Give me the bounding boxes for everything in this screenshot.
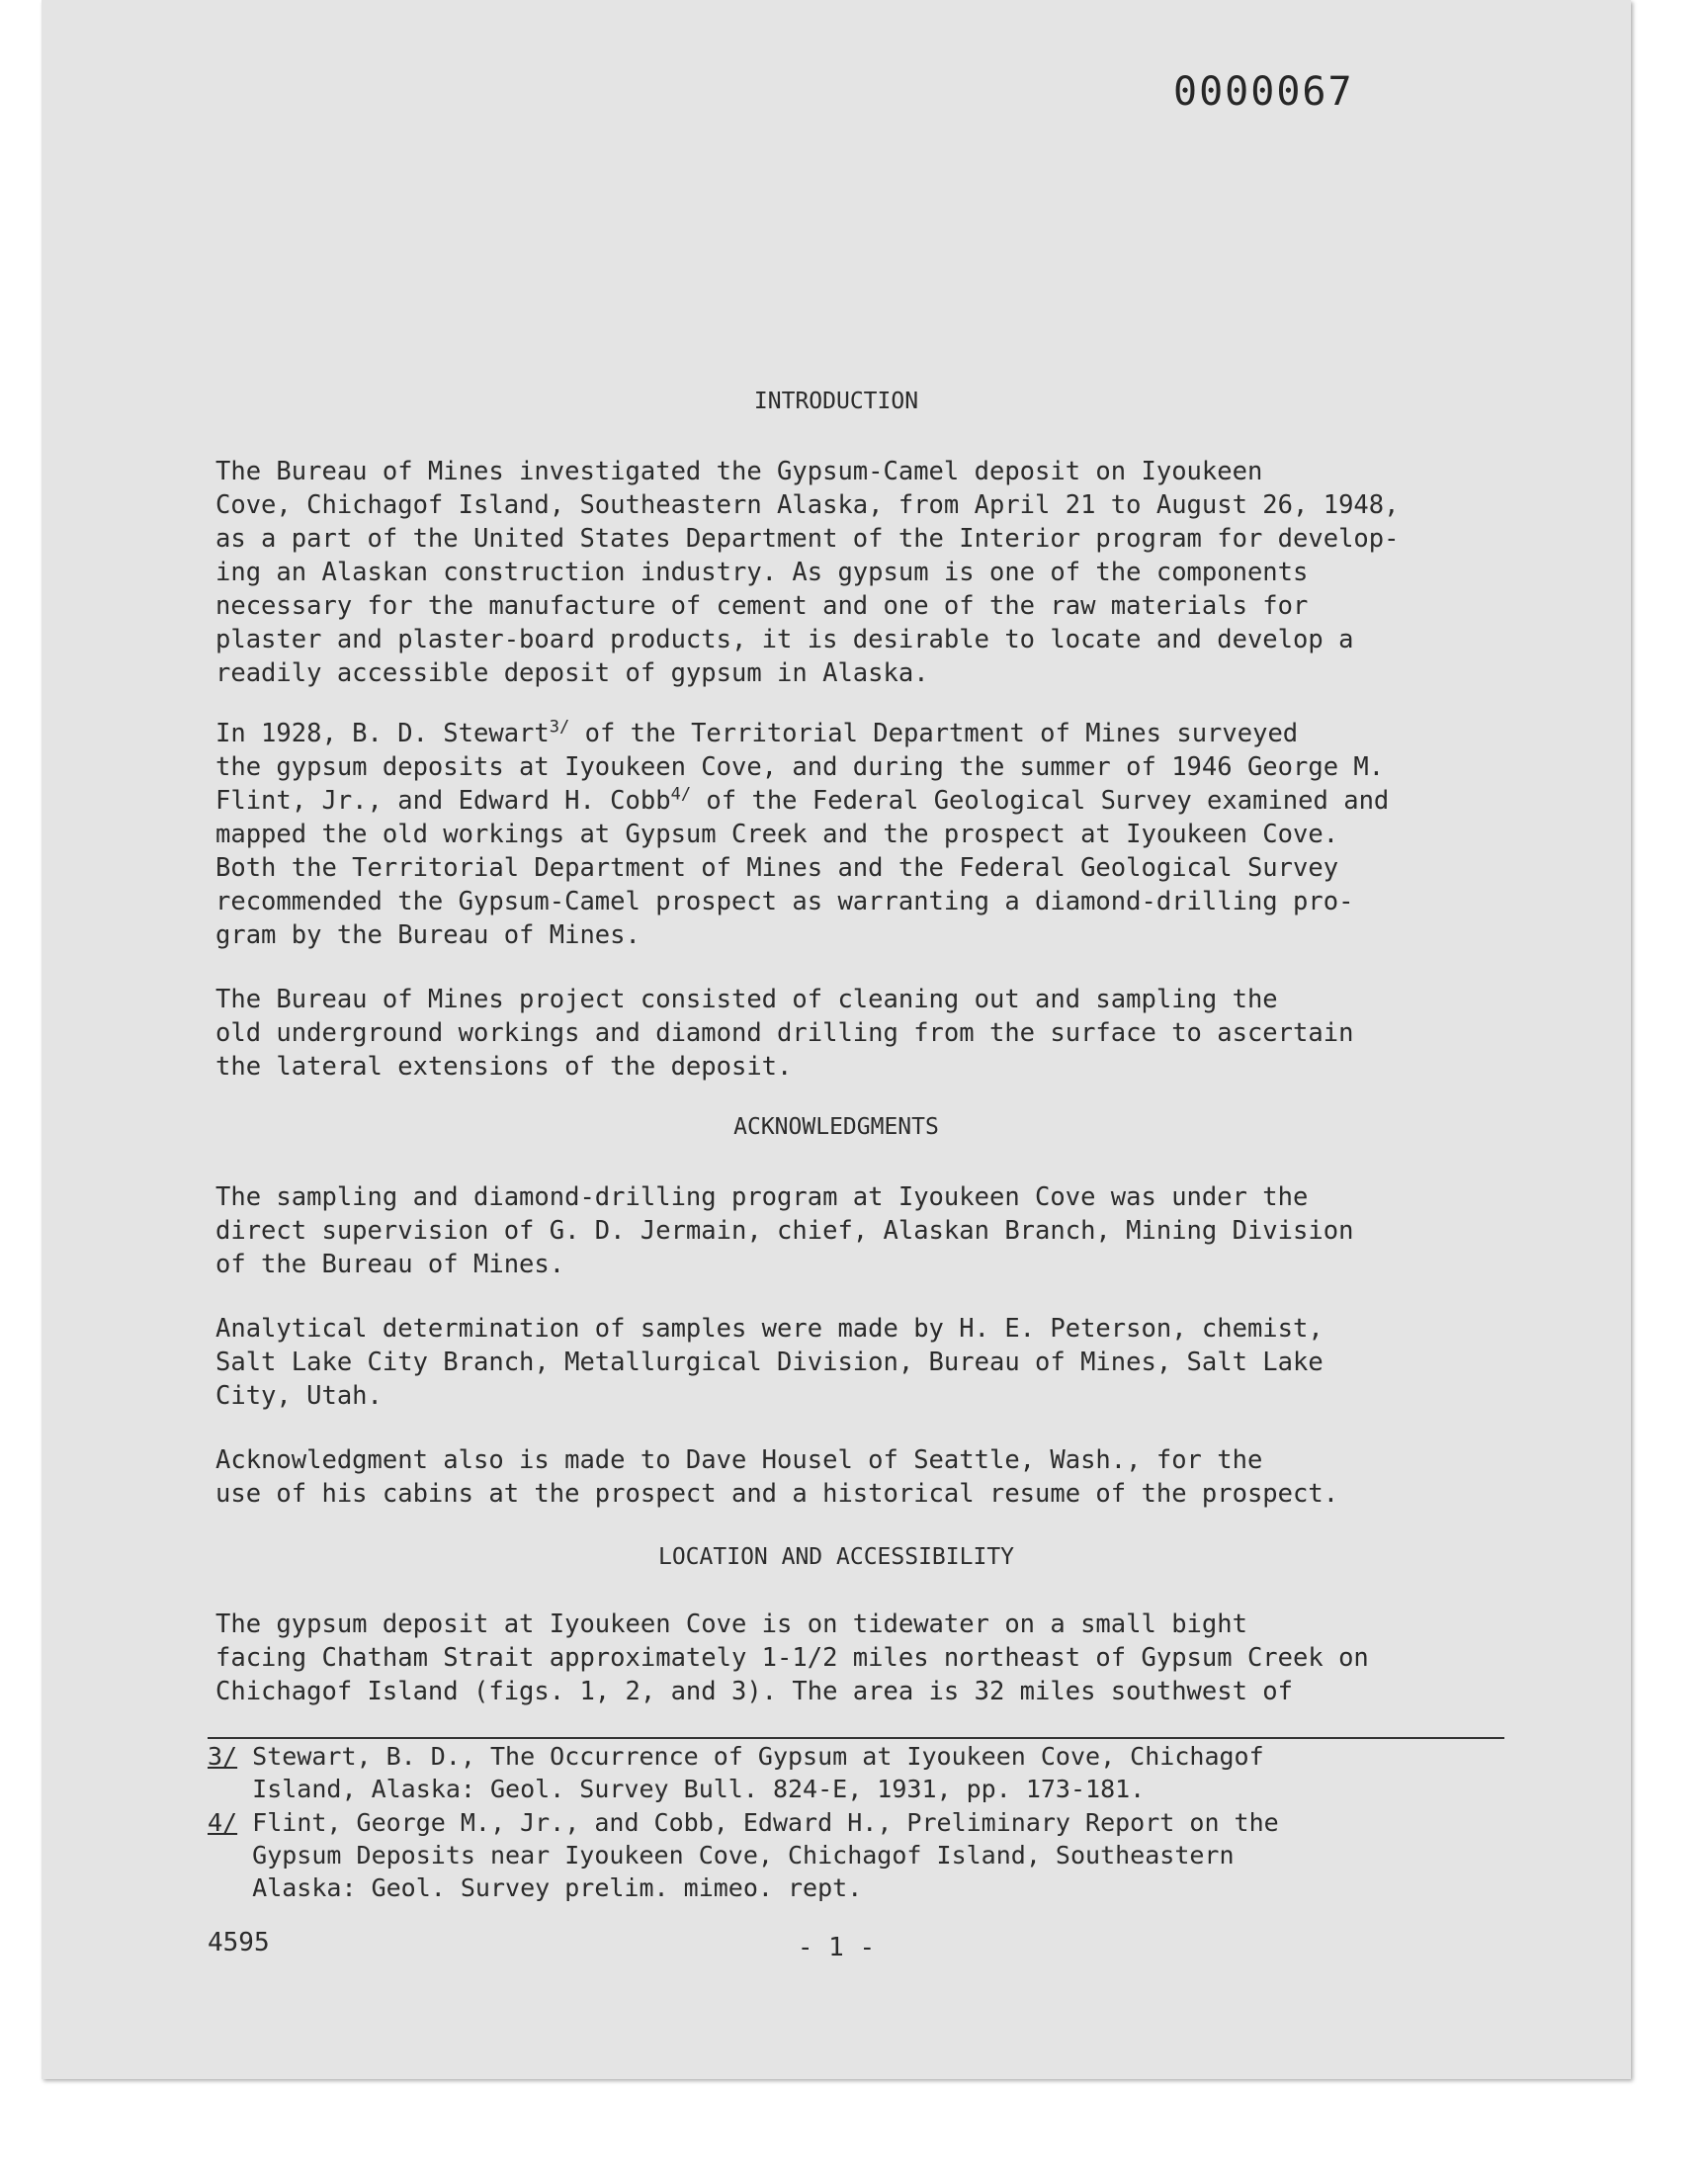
footnote-4-mark: 4/ (208, 1808, 238, 1837)
introduction-paragraph-1: The Bureau of Mines investigated the Gypsum-Camel deposit on Iyoukeen Cove, Chichagof Island, Southeastern Alaska, from April 21 to August 26, 1948, as a part of the United States Department of the Interior program for develop- ing an Alaskan construction industry. As gypsum is one of the components necessary for the manufacture of cement and one of the raw materials for plaster and plaster-board products, it is desirable to locate and develop a readily accessible deposit of gypsum in Alaska. (215, 457, 1400, 688)
footnote-4-text: Flint, George M., Jr., and Cobb, Edward H., Preliminary Report on the Gypsum Deposits near Iyoukeen Cove, Chichagof Island, Southeastern Alaska: Geol. Survey prelim. mimeo. rept. (252, 1808, 1279, 1902)
document-page (42, 0, 1631, 2079)
page-number: - 1 - (797, 1933, 876, 1962)
location-heading: LOCATION AND ACCESSIBILITY (657, 1544, 1015, 1570)
footnote-3-text: Stewart, B. D., The Occurrence of Gypsum at Iyoukeen Cove, Chichagof Island, Alaska: Geol. Survey Bull. 824-E, 1931, pp. 173-181. (252, 1742, 1264, 1803)
introduction-paragraph-2: In 1928, B. D. Stewart$^{3/}$ of the Territorial Department of Mines surveyed the gypsum deposits at Iyoukeen Cove, and during the summer of 1946 George M. Flint, Jr., and Edward H. Cobb$^{4/}$ of the Federal Geological Survey examined and mapped the old workings at Gypsum Creek and the prospect at Iyoukeen Cove. Both the Territorial Department of Mines and the Federal Geological Survey recommended the Gypsum-Camel prospect as warranting a diamond-drilling pro- gram by the Bureau of Mines. (215, 717, 1390, 950)
footnote-3 (208, 1740, 1532, 1805)
footnote-ref-4: 4/ (670, 784, 692, 805)
acknowledgments-heading: ACKNOWLEDGMENTS (733, 1114, 939, 1140)
location-paragraph-1: The gypsum deposit at Iyoukeen Cove is on tidewater on a small bight facing Chatham Strait approximately 1-1/2 miles northeast of Gypsum Creek on Chichagof Island (figs. 1, 2, and 3). The area is 32 miles southwest of (215, 1610, 1369, 1706)
footnote-4 (208, 1806, 1532, 1904)
acknowledgments-paragraph-3: Acknowledgment also is made to Dave Housel of Seattle, Wash., for the use of his cabins at the prospect and a historical resume of the prospect. (215, 1445, 1339, 1509)
introduction-paragraph-3: The Bureau of Mines project consisted of cleaning out and sampling the old underground workings and diamond drilling from the surface to ascertain the lateral extensions of the deposit. (215, 985, 1354, 1082)
acknowledgments-paragraph-1: The sampling and diamond-drilling program at Iyoukeen Cove was under the direct supervision of G. D. Jermain, chief, Alaskan Branch, Mining Division of the Bureau of Mines. (215, 1182, 1354, 1279)
footnote-divider (208, 1737, 1504, 1739)
report-code-number: 4595 (208, 1928, 270, 1958)
footnote-3-mark: 3/ (208, 1742, 238, 1771)
footnote-ref-3: 3/ (549, 717, 570, 738)
document-number: 0000067 (1173, 69, 1354, 115)
acknowledgments-paragraph-2: Analytical determination of samples were made by H. E. Peterson, chemist, Salt Lake City Branch, Metallurgical Division, Bureau of Mines, Salt Lake City, Utah. (215, 1314, 1324, 1411)
introduction-heading: INTRODUCTION (753, 389, 919, 414)
